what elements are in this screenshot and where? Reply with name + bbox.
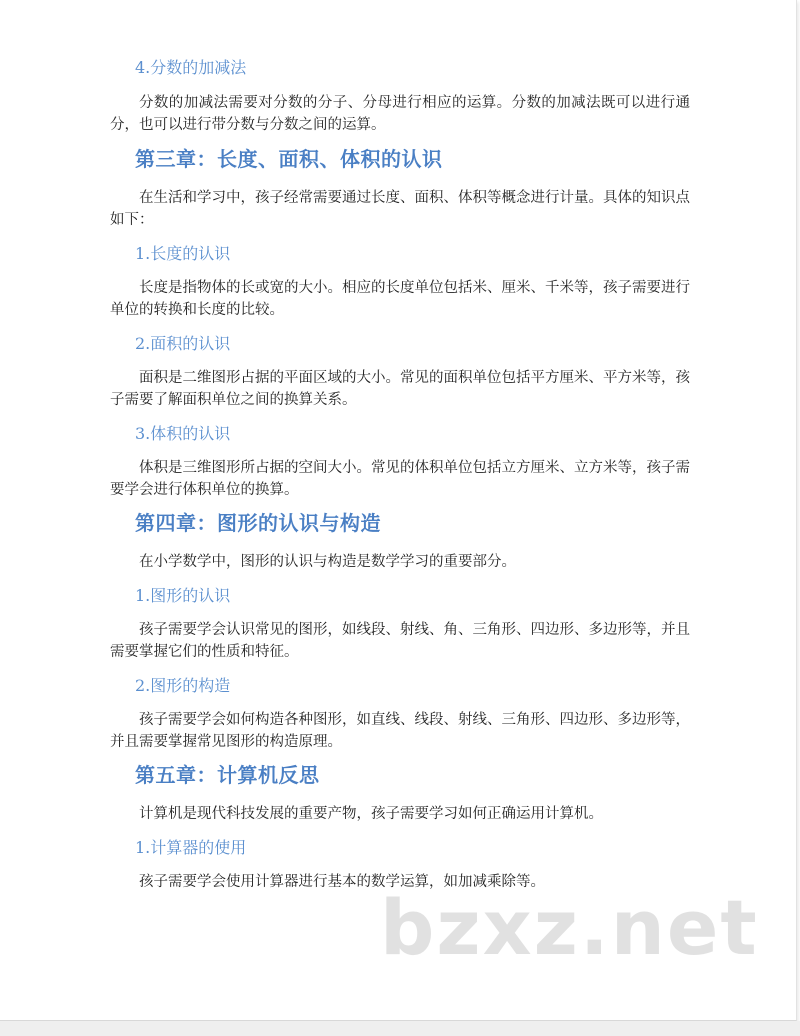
chapter-4-title: 第四章：图形的认识与构造: [135, 511, 381, 535]
paragraph-volume: 体积是三维图形所占据的空间大小。常见的体积单位包括立方厘米、立方米等，孩子需要学会进行体积单位的换算。: [110, 460, 690, 498]
subheading-fraction-add-subtract: 4.分数的加减法: [135, 58, 247, 77]
paragraph-chapter-4-intro: 在小学数学中，图形的认识与构造是数学学习的重要部分。: [139, 554, 516, 570]
document-content: [110, 56, 690, 893]
subheading-volume: 3.体积的认识: [135, 424, 231, 443]
paragraph-calculator-use: 孩子需要学会使用计算器进行基本的数学运算，如加减乘除等。: [139, 874, 545, 890]
page-gap: [0, 1021, 800, 1036]
subheading-shape-construction: 2.图形的构造: [135, 676, 231, 695]
paragraph-chapter-3-intro: 在生活和学习中，孩子经常需要通过长度、面积、体积等概念进行计量。具体的知识点如下：: [110, 190, 690, 228]
subheading-length: 1.长度的认识: [135, 244, 231, 263]
chapter-5-title: 第五章：计算机反思: [135, 763, 320, 787]
paragraph-shape-recognition: 孩子需要学会认识常见的图形，如线段、射线、角、三角形、四边形、多边形等，并且需要掌握它们的性质和特征。: [110, 622, 690, 660]
paragraph-fraction-add-subtract: 分数的加减法需要对分数的分子、分母进行相应的运算。分数的加减法既可以进行通分，也可以进行带分数与分数之间的运算。: [110, 95, 690, 133]
paragraph-area: 面积是二维图形占据的平面区域的大小。常见的面积单位包括平方厘米、平方米等，孩子需要了解面积单位之间的换算关系。: [110, 370, 690, 408]
subheading-shape-recognition: 1.图形的认识: [135, 586, 231, 605]
subheading-calculator-use: 1.计算器的使用: [135, 838, 247, 857]
subheading-area: 2.面积的认识: [135, 334, 231, 353]
paragraph-chapter-5-intro: 计算机是现代科技发展的重要产物，孩子需要学习如何正确运用计算机。: [139, 806, 603, 822]
paragraph-shape-construction: 孩子需要学会如何构造各种图形，如直线、线段、射线、三角形、四边形、多边形等，并且需要掌握常见图形的构造原理。: [110, 712, 690, 750]
watermark-text: bzxz.net: [380, 883, 759, 972]
paragraph-length: 长度是指物体的长或宽的大小。相应的长度单位包括米、厘米、千米等，孩子需要进行单位的转换和长度的比较。: [110, 280, 690, 318]
chapter-3-title: 第三章：长度、面积、体积的认识: [135, 147, 443, 171]
